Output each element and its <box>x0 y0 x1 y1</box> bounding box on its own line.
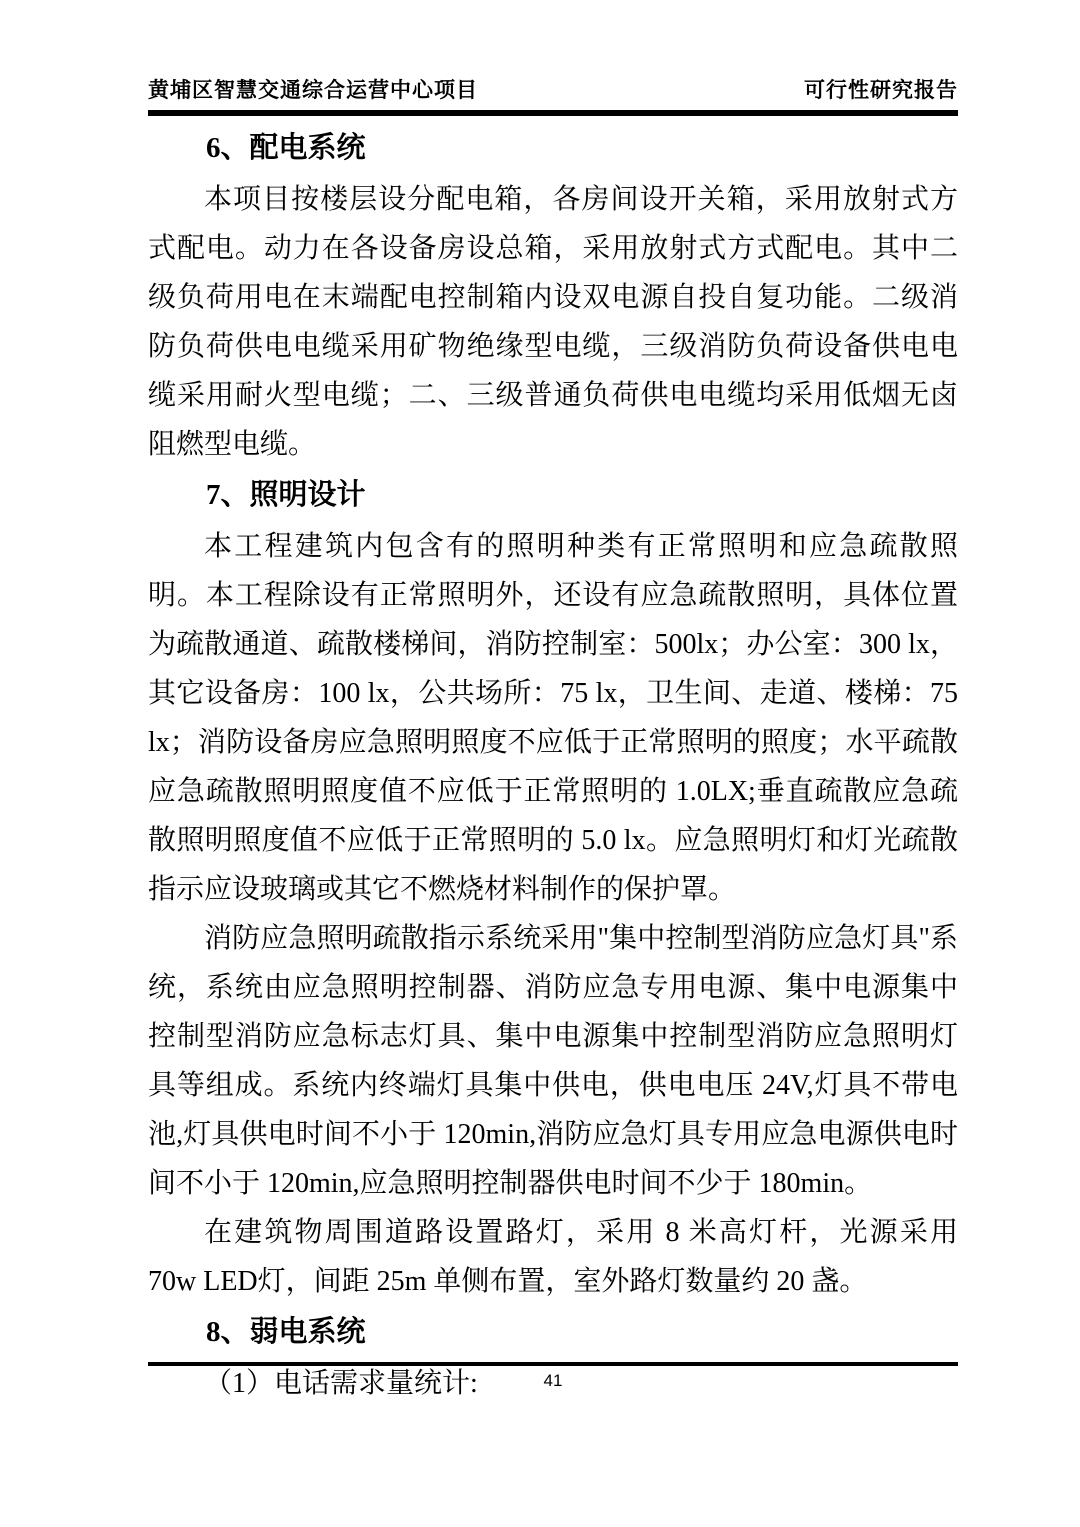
section-heading-power-distribution: 6、配电系统 <box>206 132 366 164</box>
paragraph-emergency-lighting-system: 消防应急照明疏散指示系统采用"集中控制型消防应急灯具"系统，系统由应急照明控制器、消防应急专用电源、集中电源集中控制型消防应急标志灯具、集中电源集中控制型消防应急照明灯具等组成。系统内终端灯具集中供电，供电电压 24V,灯具不带电池,灯具供电时间不小于 120min,消防应急灯具专用应急电源供电时间不小于 120min,应急照明控制器供电时间不少于 180min。 <box>148 923 958 1199</box>
page-header <box>148 0 958 116</box>
page-number: 41 <box>543 1371 563 1390</box>
document-body <box>148 124 958 1408</box>
paragraph-telephone-demand: （1）电话需求量统计: <box>204 1368 478 1399</box>
header-report-type: 可行性研究报告 <box>804 78 958 102</box>
section-heading-lighting-design: 7、照明设计 <box>206 479 366 511</box>
header-project-title: 黄埔区智慧交通综合运营中心项目 <box>148 78 478 102</box>
paragraph-street-lighting: 在建筑物周围道路设置路灯，采用 8 米高灯杆，光源采用 70w LED灯，间距 25m 单侧布置，室外路灯数量约 20 盏。 <box>148 1217 958 1297</box>
section-heading-low-voltage-system: 8、弱电系统 <box>206 1316 366 1348</box>
paragraph-lighting-levels: 本工程建筑内包含有的照明种类有正常照明和应急疏散照明。本工程除设有正常照明外，还设有应急疏散照明，具体位置为疏散通道、疏散楼梯间，消防控制室：500lx；办公室：300 lx，其它设备房：100 lx，公共场所：75 lx，卫生间、走道、楼梯：75 lx；消防设备房应急照明照度不应低于正常照明的照度；水平疏散应急疏散照明照度值不应低于正常照明的 1.0LX;垂直疏散应急疏散照明照度值不应低于正常照明的 5.0 lx。应急照明灯和灯光疏散指示应设玻璃或其它不燃烧材料制作的保护罩。 <box>148 531 958 905</box>
paragraph-power-distribution: 本项目按楼层设分配电箱，各房间设开关箱，采用放射式方式配电。动力在各设备房设总箱，采用放射式方式配电。其中二级负荷用电在末端配电控制箱内设双电源自投自复功能。二级消防负荷供电电缆采用矿物绝缘型电缆，三级消防负荷设备供电电缆采用耐火型电缆；二、三级普通负荷供电电缆均采用低烟无卤阻燃型电缆。 <box>148 184 958 460</box>
page-footer <box>148 1362 958 1391</box>
